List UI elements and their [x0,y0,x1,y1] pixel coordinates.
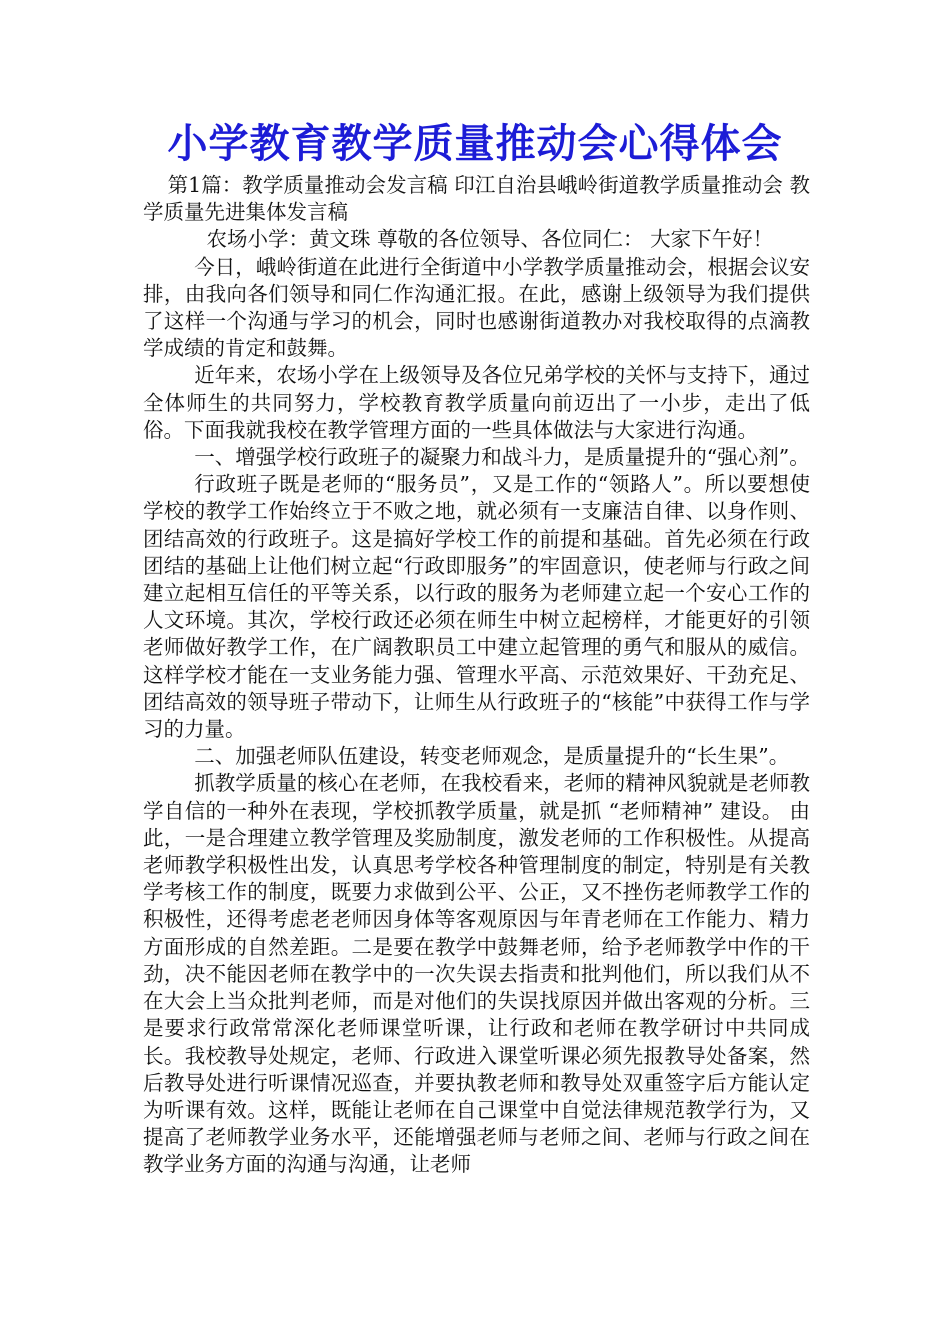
paragraph-section-2: 抓教学质量的核心在老师，在我校看来，老师的精神风貌就是老师教学自信的一种外在表现，学校抓教学质量，就是抓 “老师精神” 建设。 由此，一是合理建立教学管理及奖励制度，激发老师的工作积极性。从提高老师教学积极性出发，认真思考学校各种管理制度的制定，特别是有关教学考核工作的制度，既要力求做到公平、公正，又不挫伤老师教学工作的积极性，还得考虑老老师因身体等客观原因与年青老师在工作能力、精力方面形成的自然差距。二是要在教学中鼓舞老师，给予老师教学中作的干劲，决不能因老师在教学中的一次失误去指责和批判他们，所以我们从不在大会上当众批判老师，而是对他们的失误找原因并做出客观的分析。三是要求行政常常深化老师课堂听课，让行政和老师在教学研讨中共同成长。我校教导处规定，老师、行政进入课堂听课必须先报教导处备案，然后教导处进行听课情况巡查，并要执教老师和教导处双重签字后方能认定为听课有效。这样，既能让老师在自己课堂中自觉法律规范教学行为，又提高了老师教学业务水平，还能增强老师与老师之间、老师与行政之间在教学业务方面的沟通与沟通，让老师 [143,771,810,1177]
paragraph-section-1: 行政班子既是老师的“服务员”，又是工作的“领路人”。所以要想使学校的教学工作始终立于不败之地，就必须有一支廉洁自律、以身作则、团结高效的行政班子。这是搞好学校工作的前提和基础。首先必须在行政团结的基础上让他们树立起“行政即服务”的牢固意识，使老师与行政之间建立起相互信任的平等关系，以行政的服务为老师建立起一个安心工作的人文环境。其次，学校行政还必须在师生中树立起榜样，才能更好的引领老师做好教学工作，在广阔教职员工中建立起管理的勇气和服从的威信。这样学校才能在一支业务能力强、管理水平高、示范效果好、干劲充足、团结高效的领导班子带动下，让师生从行政班子的“核能”中获得工作与学习的力量。 [143,472,810,742]
document-body [143,172,810,1179]
paragraph-overview: 近年来，农场小学在上级领导及各位兄弟学校的关怀与支持下，通过全体师生的共同努力，学校教育教学质量向前迈出了一小步，走出了低俗。下面我就我校在教学管理方面的一些具体做法与大家进行沟通。 [143,363,810,442]
paragraph-intro: 今日，峨岭街道在此进行全街道中小学教学质量推动会，根据会议安排，由我向各们领导和同仁作沟通汇报。在此，感谢上级领导为我们提供了这样一个沟通与学习的机会，同时也感谢街道教办对我校取得的点滴教学成绩的肯定和鼓舞。 [143,254,810,361]
section-heading-2: 二、加强老师队伍建设，转变老师观念，是质量提升的“长生果”。 [194,744,790,769]
section-heading-1: 一、增强学校行政班子的凝聚力和战斗力，是质量提升的“强心剂”。 [194,445,810,470]
paragraph-source-line: 第1篇：教学质量推动会发言稿 印江自治县峨岭街道教学质量推动会 教学质量先进集体发言稿 [143,173,810,225]
document-title: 小学教育教学质量推动会心得体会 [167,121,783,167]
paragraph-greeting: 农场小学：黄文珠 尊敬的各位领导、各位同仁： 大家下午好！ [206,227,774,252]
